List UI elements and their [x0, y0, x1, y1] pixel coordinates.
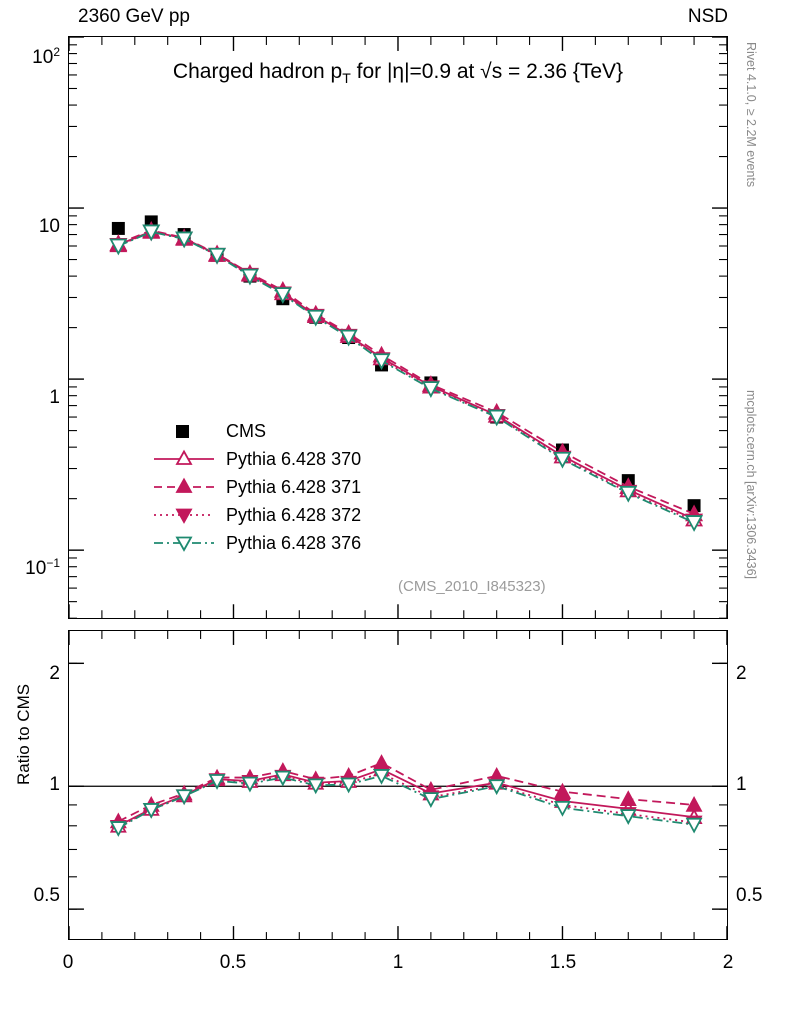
y-tick-1e2: $10^2$ [32, 44, 60, 69]
legend-label-cms: CMS [226, 421, 266, 441]
legend-marker-pythia-376 [152, 529, 216, 557]
legend [152, 417, 361, 557]
ratio-y-tick-2-right: 2 [736, 663, 747, 684]
ratio-y-tick-05-left: 0.5 [33, 885, 60, 906]
header-right-label: NSD [687, 6, 728, 27]
legend-marker-cms [152, 417, 216, 445]
ratio-y-tick-2-left: 2 [49, 663, 60, 684]
ratio-plot-canvas [69, 631, 727, 940]
header-left-label: 2360 GeV pp [78, 6, 190, 27]
legend-item-pythia-376 [152, 529, 361, 557]
ratio-y-tick-1-left: 1 [49, 774, 60, 795]
legend-item-pythia-371 [152, 473, 361, 501]
ratio-plot-frame [68, 630, 728, 940]
ratio-y-tick-05-right: 0.5 [736, 885, 763, 906]
ratio-y-tick-1-right: 1 [736, 774, 747, 795]
plot-title: Charged hadron $p_T$ for |η|=0.9 at √s = 2.36 {TeV} [172, 60, 624, 87]
y-tick-1: 1 [49, 387, 60, 408]
ratio-y-axis-title: Ratio to CMS [14, 683, 33, 785]
legend-label-pythia-371: Pythia 6.428 371 [226, 477, 362, 497]
x-tick-2: 2 [722, 952, 734, 973]
legend-item-pythia-370 [152, 445, 361, 473]
analysis-id-label: (CMS_2010_I845323) [398, 578, 546, 595]
legend-item-cms [152, 417, 361, 445]
x-tick-15: 1.5 [549, 952, 577, 973]
legend-marker-pythia-370 [152, 445, 216, 473]
y-tick-10: 10 [38, 216, 60, 237]
x-tick-05: 0.5 [219, 952, 247, 973]
legend-label-pythia-370: Pythia 6.428 370 [226, 449, 362, 469]
legend-label-pythia-376: Pythia 6.428 376 [226, 533, 362, 553]
legend-marker-pythia-371 [152, 473, 216, 501]
legend-label-pythia-372: Pythia 6.428 372 [226, 505, 362, 525]
mcplots-source-caption: mcplots.cern.ch [arXiv:1306.3436] [744, 390, 758, 579]
legend-item-pythia-372 [152, 501, 361, 529]
x-tick-1: 1 [392, 952, 404, 973]
rivet-version-caption: Rivet 4.1.0, ≥ 2.2M events [744, 42, 758, 188]
x-tick-0: 0 [62, 952, 74, 973]
legend-marker-pythia-372 [152, 501, 216, 529]
y-tick-1e-1: $10^{-1}$ [25, 555, 60, 580]
